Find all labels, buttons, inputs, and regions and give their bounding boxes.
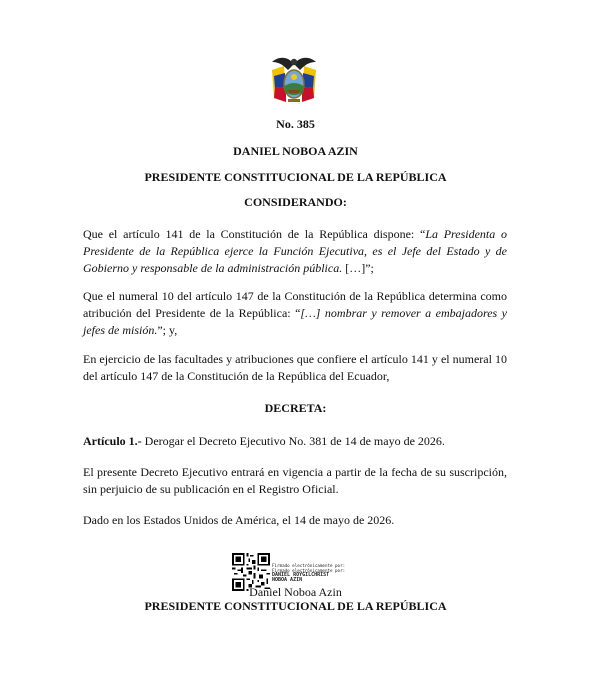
- consideration-3: En ejercicio de las facultades y atribuciones que confiere el artículo 141 y el numeral 10 del artículo 147 de la Constitución de la República del Ecuador,: [83, 352, 507, 383]
- consideration-1-lead: Que el artículo 141 de la Constitución de la República dispone: “: [83, 227, 426, 241]
- signature-stamp-line-1: Firmado electrónicamente por:: [272, 563, 346, 568]
- signature-stamp-name-2: NOBOA AZIN: [272, 577, 303, 583]
- decree-number: No. 385: [276, 117, 315, 131]
- consideration-2-quote: […] nombrar y remover a embajadores y jefes de misión.: [83, 306, 507, 337]
- president-name-heading: DANIEL NOBOA AZIN: [233, 144, 358, 158]
- article-1-text: Derogar el Decreto Ejecutivo No. 381 de 14 de mayo de 2026.: [141, 434, 445, 448]
- considering-heading: CONSIDERANDO:: [244, 195, 347, 209]
- consideration-2: [83, 288, 507, 339]
- effect-paragraph: El presente Decreto Ejecutivo entrará en vigencia a partir de la fecha de su suscripción, sin perjuicio de su publicación en el Registro Oficial.: [83, 465, 507, 496]
- signature-stamp-line-2: Firmado electrónicamente por:: [272, 568, 346, 573]
- signer-title: PRESIDENTE CONSTITUCIONAL DE LA REPÚBLICA: [144, 599, 447, 613]
- article-1-label: Artículo 1.-: [83, 434, 142, 448]
- given-paragraph: Dado en los Estados Unidos de América, el 14 de mayo de 2026.: [83, 513, 395, 527]
- signer-name: Daniel Noboa Azin: [249, 585, 342, 599]
- consideration-1-tail: […]”;: [342, 261, 374, 275]
- article-1: [83, 433, 507, 450]
- consideration-1-quote: La Presidenta o Presidente de la República ejerce la Función Ejecutiva, es el Jefe del Estado y de Gobierno y responsable de la administración pública.: [83, 227, 507, 275]
- signature-stamp-name-1: DANIEL ROYGILCHRIST: [272, 572, 330, 578]
- consideration-2-tail: ”; y,: [157, 323, 178, 337]
- coat-of-arms-seal: [266, 52, 322, 108]
- decrees-heading: DECRETA:: [264, 401, 327, 415]
- consideration-1: [83, 226, 507, 277]
- consideration-2-lead: Que el numeral 10 del artículo 147 de la Constitución de la República determina como atribución del Presidente de la República: “: [83, 289, 507, 320]
- president-title-heading: PRESIDENTE CONSTITUCIONAL DE LA REPÚBLICA: [144, 170, 447, 184]
